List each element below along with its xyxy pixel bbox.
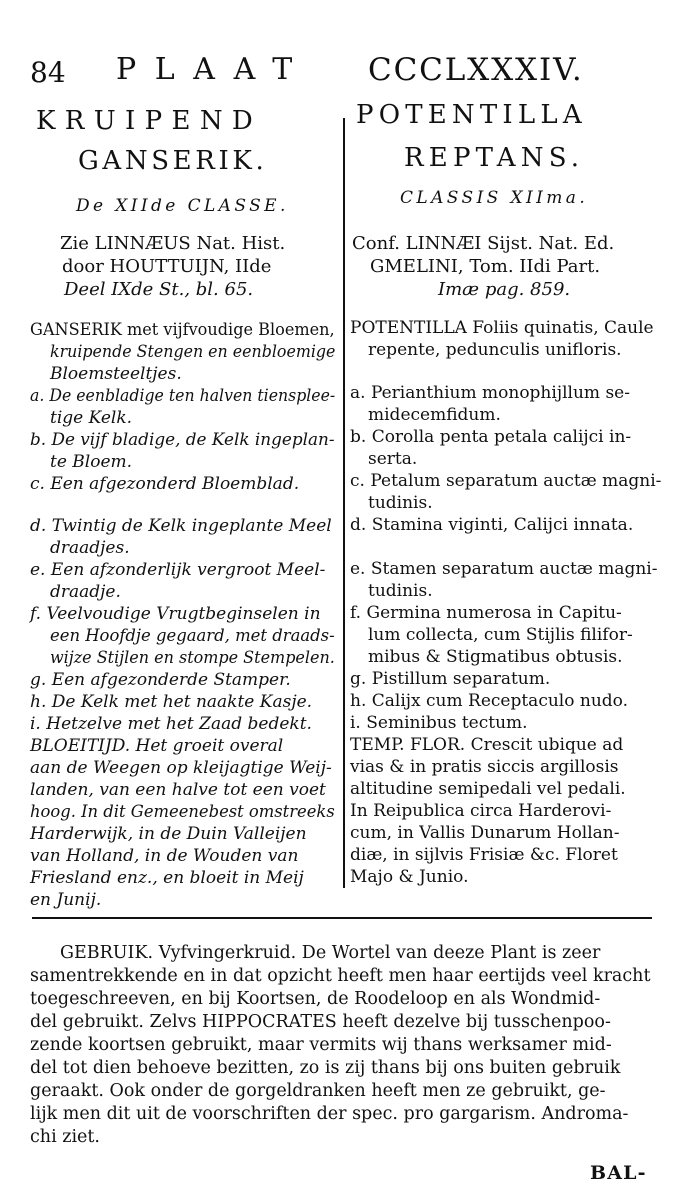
latin-desc-line: tudinis. — [368, 493, 433, 513]
dutch-desc-line: Friesland enz., en bloeit in Meij — [30, 868, 304, 888]
latin-desc-line: d. Stamina viginti, Calijci innata. — [350, 515, 634, 535]
latin-desc-line: a. Perianthium monophijllum se- — [350, 383, 630, 403]
dutch-desc-line: i. Hetzelve met het Zaad bedekt. — [30, 714, 312, 734]
dutch-desc-line: wijze Stijlen en stompe Stempelen. — [50, 648, 335, 668]
gebruik-line: chi ziet. — [30, 1127, 100, 1147]
dutch-desc-line: Bloemsteeltjes. — [50, 364, 182, 384]
dutch-title-2: GANSERIK. — [78, 146, 268, 176]
dutch-desc-line: Harderwijk, in de Duin Valleijen — [30, 824, 307, 844]
latin-desc-line: i. Seminibus tectum. — [350, 713, 528, 733]
catchword: BAL- — [590, 1162, 647, 1184]
dutch-reference-1: Zie LINNÆUS Nat. Hist. — [60, 233, 286, 254]
dutch-desc-line: f. Veelvoudige Vrugtbeginselen in — [30, 604, 321, 624]
latin-title-2: REPTANS. — [404, 143, 585, 173]
latin-desc-line: diæ, in sijlvis Frisiæ &c. Floret — [350, 845, 618, 865]
dutch-reference-2: door HOUTTUIJN, IIde — [62, 256, 272, 277]
dutch-desc-line: landen, van een halve tot een voet — [30, 780, 326, 800]
dutch-desc-line: BLOEITIJD. Het groeit overal — [30, 736, 284, 756]
plate-number: CCCLXXXIV. — [368, 52, 584, 88]
dutch-desc-line: h. De Kelk met het naakte Kasje. — [30, 692, 313, 712]
dutch-desc-line: tige Kelk. — [50, 408, 133, 428]
dutch-desc-line: a. De eenbladige ten halven tiensplee- — [30, 386, 336, 406]
dutch-desc-line: een Hoofdje gegaard, met draads- — [50, 626, 335, 646]
latin-reference-3: Imæ pag. 859. — [438, 279, 571, 300]
dutch-desc-line: g. Een afgezonderde Stamper. — [30, 670, 291, 690]
column-divider — [343, 118, 345, 888]
latin-title-1: POTENTILLA — [356, 100, 587, 130]
gebruik-line: del tot dien behoeve bezitten, zo is zij thans bij ons buiten gebruik — [30, 1058, 621, 1078]
page-number: 84 — [30, 56, 66, 89]
dutch-desc-line: draadje. — [50, 582, 121, 602]
dutch-desc-line: GANSERIK met vijfvoudige Bloemen, — [30, 320, 335, 340]
dutch-desc-line: b. De vijf bladige, de Kelk ingeplan- — [30, 430, 335, 450]
dutch-desc-line: e. Een afzonderlijk vergroot Meel- — [30, 560, 326, 580]
latin-desc-line: serta. — [368, 449, 418, 469]
latin-desc-line: midecemfidum. — [368, 405, 501, 425]
latin-desc-line: b. Corolla penta petala calijci in- — [350, 427, 632, 447]
gebruik-line: toegeschreeven, en bij Koortsen, de Roodeloop en als Wondmid- — [30, 989, 601, 1009]
latin-desc-line: h. Calijx cum Receptaculo nudo. — [350, 691, 628, 711]
latin-desc-line: repente, pedunculis unifloris. — [368, 340, 622, 360]
dutch-desc-line: d. Twintig de Kelk ingeplante Meel — [30, 516, 332, 536]
latin-desc-line: g. Pistillum separatum. — [350, 669, 551, 689]
latin-desc-line: cum, in Vallis Dunarum Hollan- — [350, 823, 620, 843]
latin-desc-line: lum collecta, cum Stijlis filifor- — [368, 625, 633, 645]
gebruik-line: geraakt. Ook onder de gorgeldranken heeft men ze gebruikt, ge- — [30, 1081, 606, 1101]
latin-desc-line: tudinis. — [368, 581, 433, 601]
section-rule — [32, 917, 652, 919]
gebruik-line: lijk men dit uit de voorschriften der spec. pro gargarism. Androma- — [30, 1104, 629, 1124]
latin-desc-line: e. Stamen separatum auctæ magni- — [350, 559, 658, 579]
latin-desc-line: In Reipublica circa Harderovi- — [350, 801, 612, 821]
latin-classis: CLASSIS XIIma. — [400, 188, 589, 208]
gebruik-line: del gebruikt. Zelvs HIPPOCRATES heeft dezelve bij tusschenpoo- — [30, 1012, 611, 1032]
plaat-label: PLAAT — [116, 52, 311, 87]
dutch-desc-line: kruipende Stengen en eenbloemige — [50, 342, 336, 362]
latin-reference-1: Conf. LINNÆI Sijst. Nat. Ed. — [352, 233, 615, 254]
gebruik-line: zende koortsen gebruikt, maar vermits wij thans werksamer mid- — [30, 1035, 612, 1055]
dutch-desc-line: hoog. In dit Gemeenebest omstreeks — [30, 802, 335, 822]
dutch-desc-line: van Holland, in de Wouden van — [30, 846, 299, 866]
dutch-title-1: KRUIPEND — [36, 106, 263, 136]
dutch-desc-line: c. Een afgezonderd Bloemblad. — [30, 474, 300, 494]
dutch-class: De XIIde CLASSE. — [76, 196, 289, 216]
latin-desc-line: altitudine semipedali vel pedali. — [350, 779, 626, 799]
dutch-desc-line: draadjes. — [50, 538, 130, 558]
latin-desc-line: TEMP. FLOR. Crescit ubique ad — [350, 735, 624, 755]
dutch-desc-line: aan de Weegen op kleijagtige Weij- — [30, 758, 332, 778]
gebruik-line: samentrekkende en in dat opzicht heeft men haar eertijds veel kracht — [30, 966, 651, 986]
latin-desc-line: vias & in pratis siccis argillosis — [350, 757, 619, 777]
dutch-reference-3: Deel IXde St., bl. 65. — [64, 279, 254, 300]
dutch-desc-line: en Junij. — [30, 890, 102, 910]
latin-reference-2: GMELINI, Tom. IIdi Part. — [370, 256, 601, 277]
latin-desc-line: Majo & Junio. — [350, 867, 469, 887]
dutch-desc-line: te Bloem. — [50, 452, 133, 472]
latin-desc-line: f. Germina numerosa in Capitu- — [350, 603, 622, 623]
gebruik-line: GEBRUIK. Vyfvingerkruid. De Wortel van deeze Plant is zeer — [60, 943, 601, 963]
latin-desc-line: POTENTILLA Foliis quinatis, Caule — [350, 318, 654, 338]
latin-desc-line: c. Petalum separatum auctæ magni- — [350, 471, 662, 491]
latin-desc-line: mibus & Stigmatibus obtusis. — [368, 647, 623, 667]
